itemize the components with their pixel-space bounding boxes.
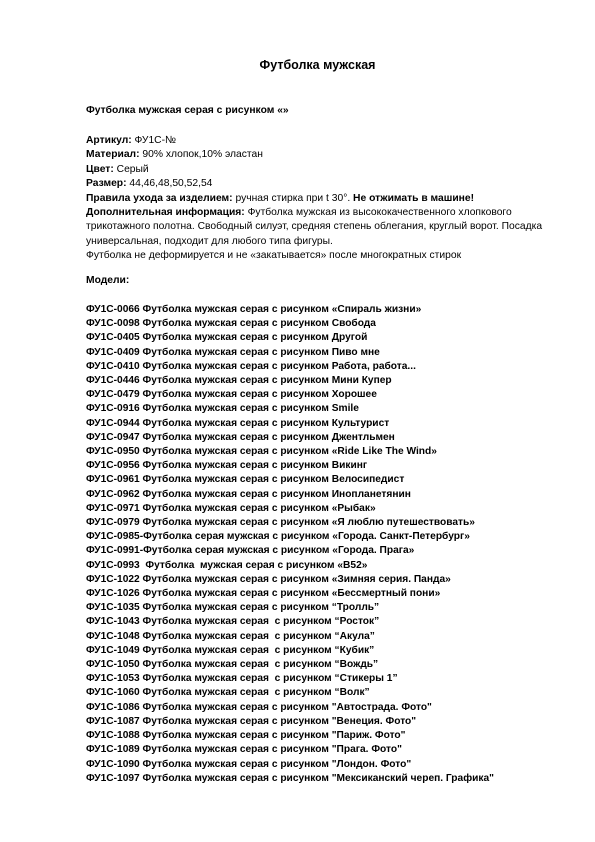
- care-line: [86, 192, 546, 206]
- model-list-item: ФУ1С-0066 Футболка мужская серая с рисунком «Спираль жизни»: [86, 304, 422, 315]
- article-line: [86, 134, 546, 148]
- model-list-item: ФУ1С-1087 Футболка мужская серая с рисунком "Венеция. Фото": [86, 715, 417, 727]
- model-list-item: ФУ1С-1088 Футболка мужская серая с рисунком "Париж. Фото": [86, 730, 406, 742]
- model-list-item: ФУ1С-1049 Футболка мужская серая с рисунком “Кубик”: [86, 644, 375, 656]
- model-list-item: ФУ1С-0098 Футболка мужская серая с рисунком Свобода: [86, 318, 376, 330]
- model-list-item: ФУ1С-1048 Футболка мужская серая с рисунком “Акула”: [86, 630, 375, 642]
- model-list-item: ФУ1С-0947 Футболка мужская серая с рисунком Джентльмен: [86, 431, 395, 443]
- care-label: Правила ухода за изделием:: [86, 192, 233, 204]
- model-list-item: ФУ1С-1097 Футболка мужская серая с рисунком "Мексиканский череп. Графика": [86, 772, 494, 784]
- model-list-item: ФУ1С-1035 Футболка мужская серая с рисунком “Тролль”: [86, 602, 380, 614]
- model-list-item: ФУ1С-1086 Футболка мужская серая с рисунком "Автострада. Фото": [86, 701, 432, 713]
- model-list-item: ФУ1С-0944 Футболка мужская серая с рисунком Культурист: [86, 417, 390, 429]
- model-list-item: ФУ1С-0410 Футболка мужская серая с рисунком Работа, работа...: [86, 360, 416, 372]
- model-list-item: ФУ1С-0916 Футболка мужская серая с рисунком Smile: [86, 403, 359, 415]
- model-list-item: ФУ1С-1060 Футболка мужская серая с рисунком “Волк”: [86, 687, 370, 699]
- extra-note: Футболка не деформируется и не «закатывается» после многократных стирок: [86, 250, 462, 262]
- model-list-item: ФУ1С-0993 Футболка мужская серая с рисунком «B52»: [86, 559, 368, 571]
- size-value: 44,46,48,50,52,54: [126, 178, 213, 190]
- model-list-item: ФУ1С-1022 Футболка мужская серая с рисунком «Зимняя серия. Панда»: [86, 573, 451, 585]
- size-label: Размер:: [86, 178, 127, 190]
- model-list-item: ФУ1С-1053 Футболка мужская серая с рисунком “Стикеры 1”: [86, 673, 398, 685]
- extra-value: Футболка мужская из высококачественного хлопкового трикотажного полотна. Свободный силуэт, средняя степень облегания, круглый ворот. Посадка универсальная, подходит для любого типа фигуры.: [86, 207, 543, 247]
- color-value: Серый: [113, 163, 149, 175]
- model-list-item: ФУ1С-1026 Футболка мужская серая с рисунком «Бессмертный пони»: [86, 588, 441, 600]
- model-list-item: ФУ1С-0985-Футболка серая мужская с рисунком «Города. Санкт-Петербург»: [86, 531, 470, 543]
- article-label: Артикул:: [86, 135, 132, 146]
- model-list-item: ФУ1С-1089 Футболка мужская серая с рисунком "Прага. Фото": [86, 744, 402, 756]
- extra-label: Дополнительная информация:: [86, 207, 245, 219]
- model-list-item: ФУ1С-0956 Футболка мужская серая с рисунком Викинг: [86, 460, 368, 472]
- material-line: [86, 148, 546, 162]
- material-value: 90% хлопок,10% эластан: [139, 149, 263, 161]
- model-list-item: ФУ1С-1050 Футболка мужская серая с рисунком “Вождь”: [86, 659, 379, 671]
- model-list-item: ФУ1С-0446 Футболка мужская серая с рисунком Мини Купер: [86, 375, 392, 387]
- product-subtitle: Футболка мужская серая с рисунком «»: [86, 105, 289, 116]
- extra-info: [86, 206, 546, 249]
- model-list-item: ФУ1С-0409 Футболка мужская серая с рисунком Пиво мне: [86, 346, 380, 358]
- model-list-item: ФУ1С-0971 Футболка мужская серая с рисунком «Рыбак»: [86, 502, 376, 514]
- model-list-item: ФУ1С-1090 Футболка мужская серая с рисунком "Лондон. Фото": [86, 758, 412, 770]
- care-warning: Не отжимать в машине!: [353, 192, 475, 204]
- size-line: [86, 177, 546, 191]
- model-list-item: ФУ1С-0991-Футболка серая мужская с рисунком «Города. Прага»: [86, 545, 415, 557]
- color-label: Цвет:: [86, 163, 114, 175]
- article-value: ФУ1С-№: [131, 135, 177, 146]
- material-label: Материал:: [86, 149, 140, 161]
- model-list-item: ФУ1С-0950 Футболка мужская серая с рисунком «Ride Like The Wind»: [86, 446, 437, 458]
- model-list-item: ФУ1С-0405 Футболка мужская серая с рисунком Другой: [86, 332, 368, 344]
- model-list-item: ФУ1С-1043 Футболка мужская серая с рисунком “Росток”: [86, 616, 380, 628]
- models-heading: Модели:: [86, 275, 130, 286]
- color-line: [86, 163, 546, 177]
- product-info: [86, 134, 546, 264]
- model-list-item: ФУ1С-0979 Футболка мужская серая с рисунком «Я люблю путешествовать»: [86, 517, 475, 529]
- model-list-item: ФУ1С-0479 Футболка мужская серая с рисунком Хорошее: [86, 389, 377, 401]
- document-title: Футболка мужская: [259, 58, 376, 72]
- care-value: ручная стирка при t 30°.: [232, 192, 354, 204]
- model-list-item: ФУ1С-0962 Футболка мужская серая с рисунком Инопланетянин: [86, 488, 411, 500]
- models-list: [86, 303, 494, 786]
- model-list-item: ФУ1С-0961 Футболка мужская серая с рисунком Велосипедист: [86, 474, 405, 486]
